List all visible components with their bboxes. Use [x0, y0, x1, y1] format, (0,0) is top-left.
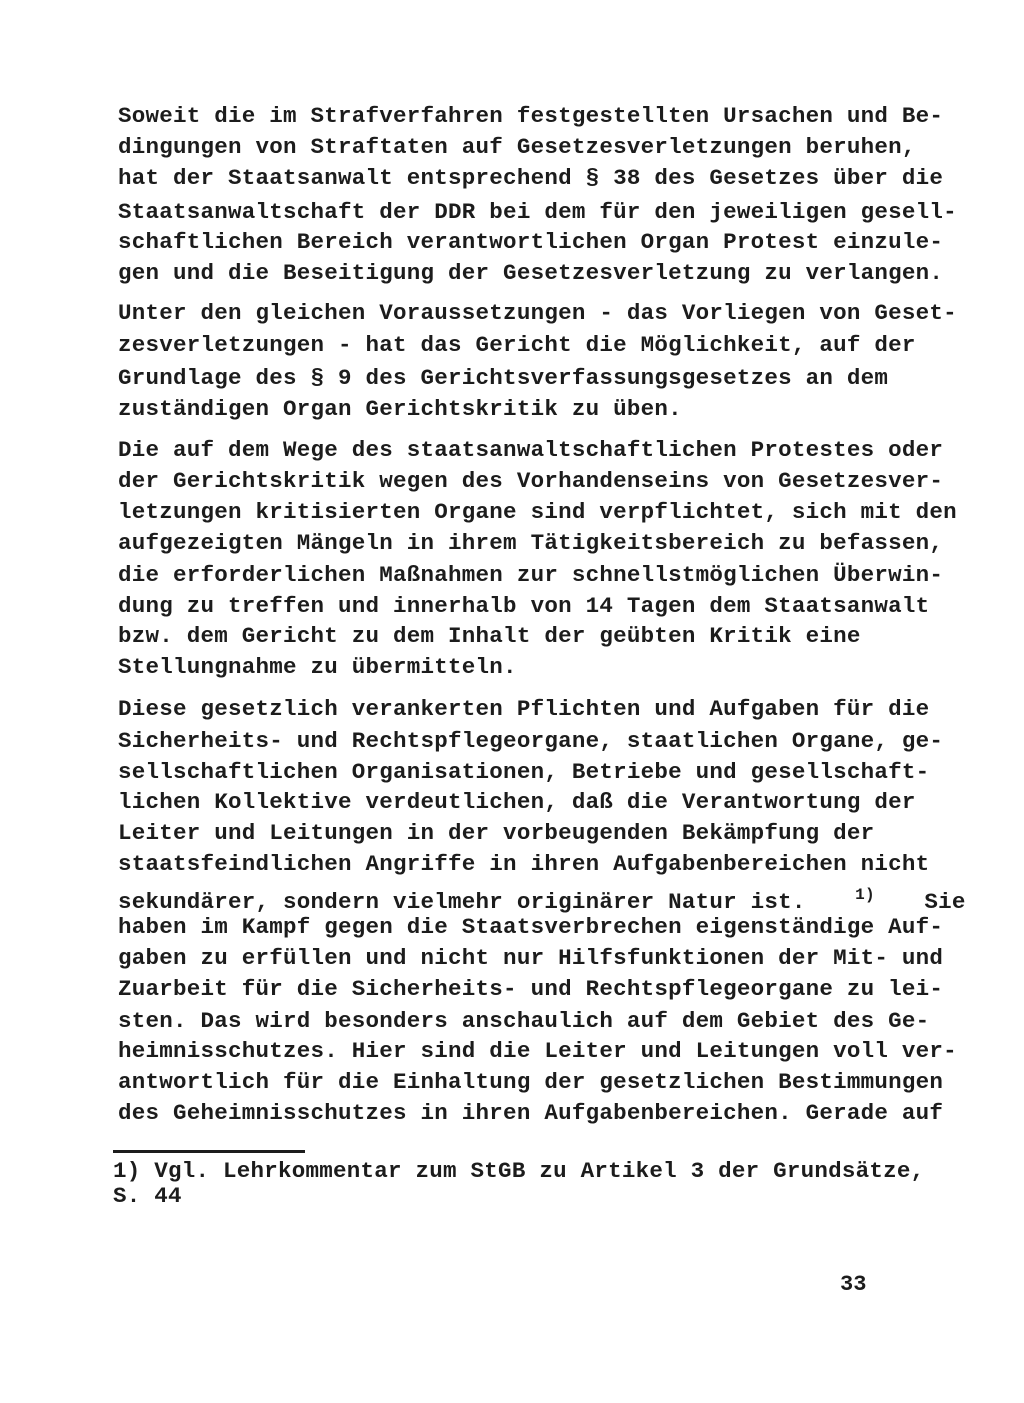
text-line: zuständigen Organ Gerichtskritik zu üben. — [118, 396, 682, 422]
text-line: Die auf dem Wege des staatsanwaltschaftlichen Protestes oder — [118, 437, 944, 463]
text-line: heimnisschutzes. Hier sind die Leiter und Leitungen voll ver- — [118, 1038, 957, 1064]
text-line: haben im Kampf gegen die Staatsverbrechen eigenständige Auf- — [118, 914, 944, 940]
text-line: staatsfeindlichen Angriffe in ihren Aufgabenbereichen nicht — [118, 851, 930, 877]
text-line: Leiter und Leitungen in der vorbeugenden Bekämpfung der — [118, 820, 875, 846]
text-line: Grundlage des § 9 des Gerichtsverfassungsgesetzes an dem — [118, 365, 889, 391]
text-line: schaftlichen Bereich verantwortlichen Organ Protest einzule- — [118, 229, 944, 255]
text-line: letzungen kritisierten Organe sind verpflichtet, sich mit den — [118, 499, 957, 525]
text-line: Staatsanwaltschaft der DDR bei dem für den jeweiligen gesell- — [118, 199, 957, 225]
text-line: Sicherheits- und Rechtspflegeorgane, staatlichen Organe, ge- — [118, 728, 944, 754]
footnote-text: S. 44 — [113, 1183, 182, 1209]
text-line: gaben zu erfüllen und nicht nur Hilfsfunktionen der Mit- und — [118, 945, 944, 971]
footnote-reference: 1) — [855, 886, 875, 904]
text-line: gen und die Beseitigung der Gesetzesverletzung zu verlangen. — [118, 260, 944, 286]
footnote-separator — [113, 1150, 305, 1153]
text-line: Stellungnahme zu übermitteln. — [118, 654, 517, 680]
text-line: der Gerichtskritik wegen des Vorhandenseins von Gesetzesver- — [118, 468, 944, 494]
text-line: aufgezeigten Mängeln in ihrem Tätigkeitsbereich zu befassen, — [118, 530, 944, 556]
text-line: antwortlich für die Einhaltung der gesetzlichen Bestimmungen — [118, 1069, 944, 1095]
text-line: Soweit die im Strafverfahren festgestellten Ursachen und Be- — [118, 103, 944, 129]
text-line: sellschaftlichen Organisationen, Betriebe und gesellschaft- — [118, 759, 930, 785]
text-line: Diese gesetzlich verankerten Pflichten und Aufgaben für die — [118, 696, 930, 722]
footnote-text: 1) Vgl. Lehrkommentar zum StGB zu Artikel 3 der Grundsätze, — [113, 1158, 925, 1184]
text-segment: Sie — [924, 889, 966, 915]
text-line: dingungen von Straftaten auf Gesetzesverletzungen beruhen, — [118, 134, 916, 160]
text-line: zesverletzungen - hat das Gericht die Möglichkeit, auf der — [118, 332, 916, 358]
text-line: dung zu treffen und innerhalb von 14 Tagen dem Staatsanwalt — [118, 593, 930, 619]
text-line: Unter den gleichen Voraussetzungen - das Vorliegen von Geset- — [118, 300, 957, 326]
text-line: bzw. dem Gericht zu dem Inhalt der geübten Kritik eine — [118, 623, 861, 649]
text-line: die erforderlichen Maßnahmen zur schnellstmöglichen Überwin- — [118, 562, 944, 588]
text-line: lichen Kollektive verdeutlichen, daß die Verantwortung der — [118, 789, 916, 815]
page-number: 33 — [840, 1272, 867, 1297]
text-line: Zuarbeit für die Sicherheits- und Rechtspflegeorgane zu lei- — [118, 976, 944, 1002]
text-line: des Geheimnisschutzes in ihren Aufgabenbereichen. Gerade auf — [118, 1100, 944, 1126]
text-segment: sekundärer, sondern vielmehr originärer Natur ist. — [118, 889, 806, 915]
text-line: sten. Das wird besonders anschaulich auf dem Gebiet des Ge- — [118, 1008, 930, 1034]
text-line: hat der Staatsanwalt entsprechend § 38 des Gesetzes über die — [118, 165, 944, 191]
